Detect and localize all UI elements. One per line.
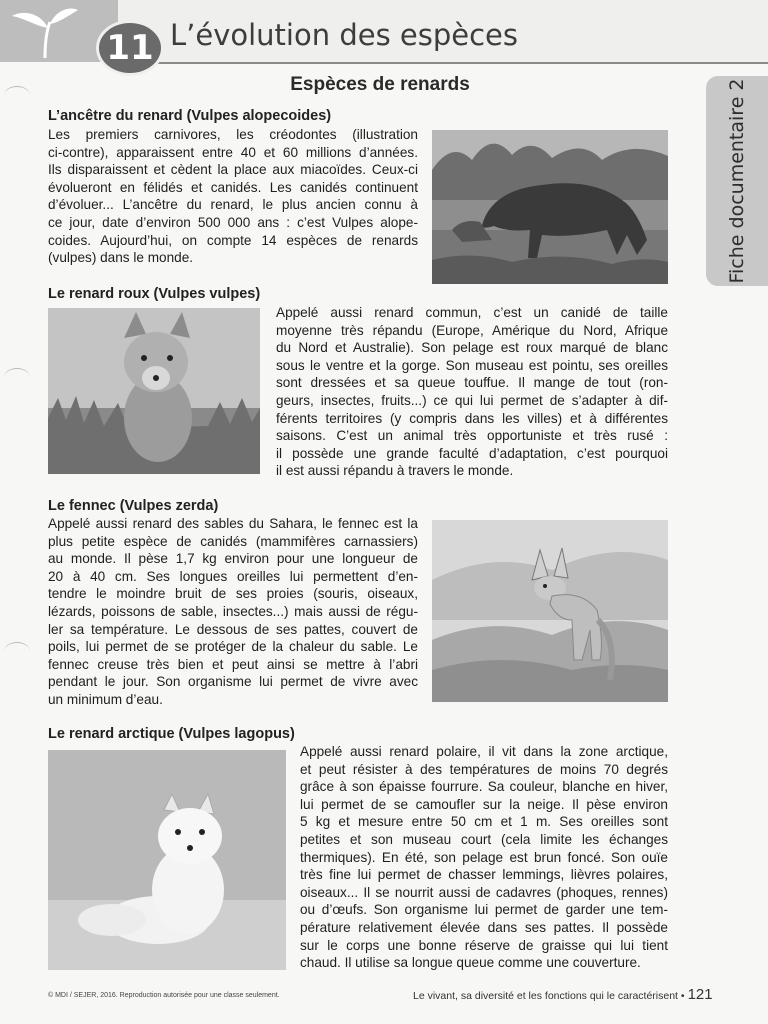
arctic-fox-photo: [48, 750, 286, 970]
section-title-red-fox: Le renard roux (Vulpes vulpes): [48, 286, 261, 302]
side-tab-label: Fiche documentaire 2: [726, 78, 748, 284]
fennec-photo: [432, 520, 668, 702]
footer-copyright: © MDI / SEJER, 2016. Reproduction autorisée pour une classe seulement.: [48, 992, 280, 999]
punch-hole-mark: [4, 86, 30, 105]
punch-hole-mark: [4, 642, 30, 661]
section-title-fennec: Le fennec (Vulpes zerda): [48, 498, 219, 514]
footer-running-title: [413, 986, 713, 1003]
header-rule: [118, 62, 768, 64]
leaf-icon: [10, 4, 80, 60]
paragraph-red-fox: Appelé aussi renard commun, c’est un canidé de taille moyenne très répandu (Europe, Amérique du Nord, Afrique du Nord et Australie). Son pelage est roux marqué de blanc sous le ventre et la gorge. Son museau est pointu, ses oreilles sont dressées et sa queue touffue. Il mange de tout (ron- geurs, insectes, fruits...) ce qui lui permet de s’adapter à dif- férents territoires (y compris dans les villes) et à différentes saisons. C’est un animal très opportuniste et très rusé : il possède une grande faculté d’adaptation, c’est pourquoi il est aussi répandu à travers le monde.: [276, 305, 668, 479]
section-title-arctic-fox: Le renard arctique (Vulpes lagopus): [48, 726, 295, 742]
page-title: Espèces de renards: [290, 74, 470, 95]
punch-hole-mark: [4, 368, 30, 387]
side-tab: [706, 76, 768, 286]
creodont-illustration: [432, 130, 668, 284]
section-title-ancestor: L’ancêtre du renard (Vulpes alopecoides): [48, 108, 332, 124]
paragraph-ancestor: Les premiers carnivores, les créodontes (illustration ci-contre), apparaissent entre 40 et 60 millions d’années. Ils disparaissent et cèdent la place aux miacoïdes. Ceux-ci évolueront en félidés et canidés. Les canidés continuent d’évoluer... L’ancêtre du renard, le plus ancien connu à ce jour, date d’environ 500 000 ans : c’est Vulpes alope- coides. Aujourd’hui, on compte 14 espèces de renards (vulpes) dans le monde.: [48, 127, 418, 266]
page-number: 121: [687, 986, 713, 1003]
paragraph-arctic-fox: Appelé aussi renard polaire, il vit dans la zone arctique, et peut résister à des températures de moins 70 degrés grâce à son épaisse fourrure. Sa couleur, blanche en hiver, lui permet de se camoufler sur la neige. Il pèse environ 5 kg et mesure entre 50 cm et 1 m. Ses oreilles sont petites et son museau court (cela limite les échanges thermiques). En été, son pelage est brun foncé. Son ouïe très fine lui permet de chasser lemmings, lièvres polaires, oiseaux... Il se nourrit aussi de cadavres (phoques, rennes) ou d’œufs. Son organisme lui permet de garder une tem- pérature relativement élevée dans ses pattes. Il possède sur le corps une bonne réserve de graisse qui lui tient chaud. Il utilise sa longue queue comme une couverture.: [300, 744, 668, 971]
red-fox-photo: [48, 308, 260, 474]
paragraph-fennec: Appelé aussi renard des sables du Sahara, le fennec est la plus petite espèce de canidés (mammifères carnassiers) au monde. Il pèse 1,7 kg environ pour une longueur de 20 à 40 cm. Ses longues oreilles lui permettent d’en- tendre le moindre bruit de ses proies (souris, oiseaux, lézards, poissons de sable, insectes...) mais aussi de régu- ler sa température. Le dessous de ses pattes, couvert de poils, lui permet de se protéger de la chaleur du sable. Le fennec creuse très bien et peut ainsi se mettre à l’abri pendant le jour. Son organisme lui permet de vivre avec un minimum d’eau.: [48, 516, 418, 707]
footer-running-title-text: Le vivant, sa diversité et les fonctions qui le caractérisent •: [413, 990, 685, 1002]
chapter-title: L’évolution des espèces: [170, 18, 518, 52]
chapter-number-badge: 11: [96, 20, 164, 76]
